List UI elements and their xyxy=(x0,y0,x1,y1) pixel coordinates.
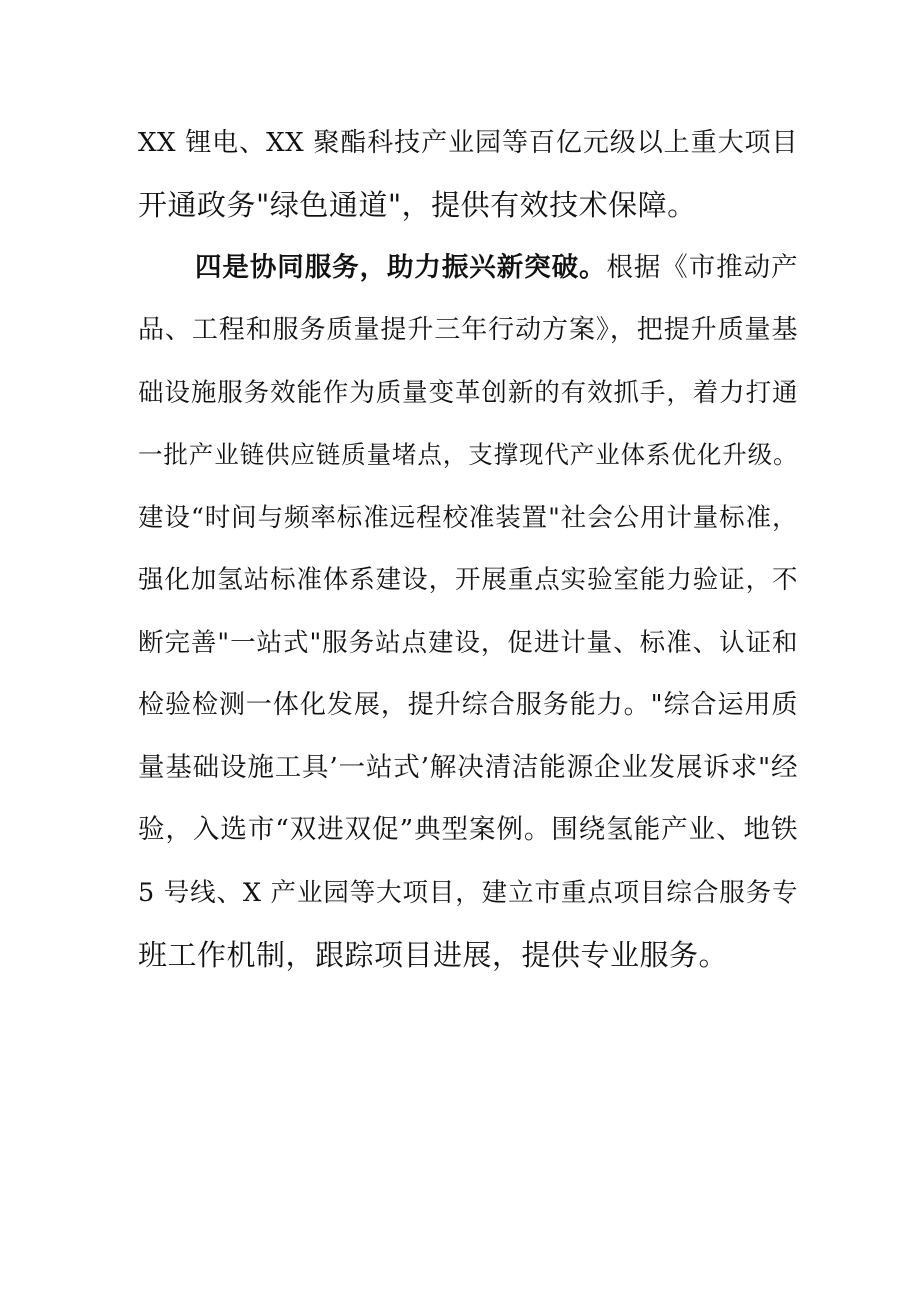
paragraph-2-line-1-rest: 根据《市推动产 xyxy=(606,252,799,283)
paragraph-2-line-11: 5 号线、X 产业园等大项目，建立市重点项目综合服务专 xyxy=(138,878,798,908)
paragraph-2-line-5: 建设“时间与频率标准远程校准装置"社会公用计量标准， xyxy=(138,503,798,533)
paragraph-2-line-7: 断完善"一站式"服务站点建设，促进计量、标准、认证和 xyxy=(138,628,798,658)
paragraph-2-line-8: 检验检测一体化发展，提升综合服务能力。"综合运用质 xyxy=(138,690,798,720)
paragraph-2-line-2: 品、工程和服务质量提升三年行动方案》，把提升质量基 xyxy=(138,315,798,345)
paragraph-2-line-6: 强化加氢站标准体系建设，开展重点实验室能力验证，不 xyxy=(138,565,798,595)
paragraph-2-line-12: 班工作机制，跟踪项目进展，提供专业服务。 xyxy=(138,938,729,972)
paragraph-2-heading: 四是协同服务，助力振兴新突破。 xyxy=(195,252,607,283)
paragraph-1-line-2: 开通政务"绿色通道"，提供有效技术保障。 xyxy=(138,188,697,222)
paragraph-2-line-9: 量基础设施工具’一站式’解决清洁能源企业发展诉求"经 xyxy=(138,752,798,783)
paragraph-2-line-3: 础设施服务效能作为质量变革创新的有效抓手，着力打通 xyxy=(138,378,798,408)
paragraph-2-line-4: 一批产业链供应链质量堵点，支撑现代产业体系优化升级。 xyxy=(138,440,798,469)
paragraph-2-line-1 xyxy=(195,244,798,292)
paragraph-2-line-10: 验，入选市“双进双促”典型案例。围绕氢能产业、地铁 xyxy=(138,814,798,845)
paragraph-1-line-1: XX 锂电、XX 聚酯科技产业园等百亿元级以上重大项目 xyxy=(138,128,798,158)
